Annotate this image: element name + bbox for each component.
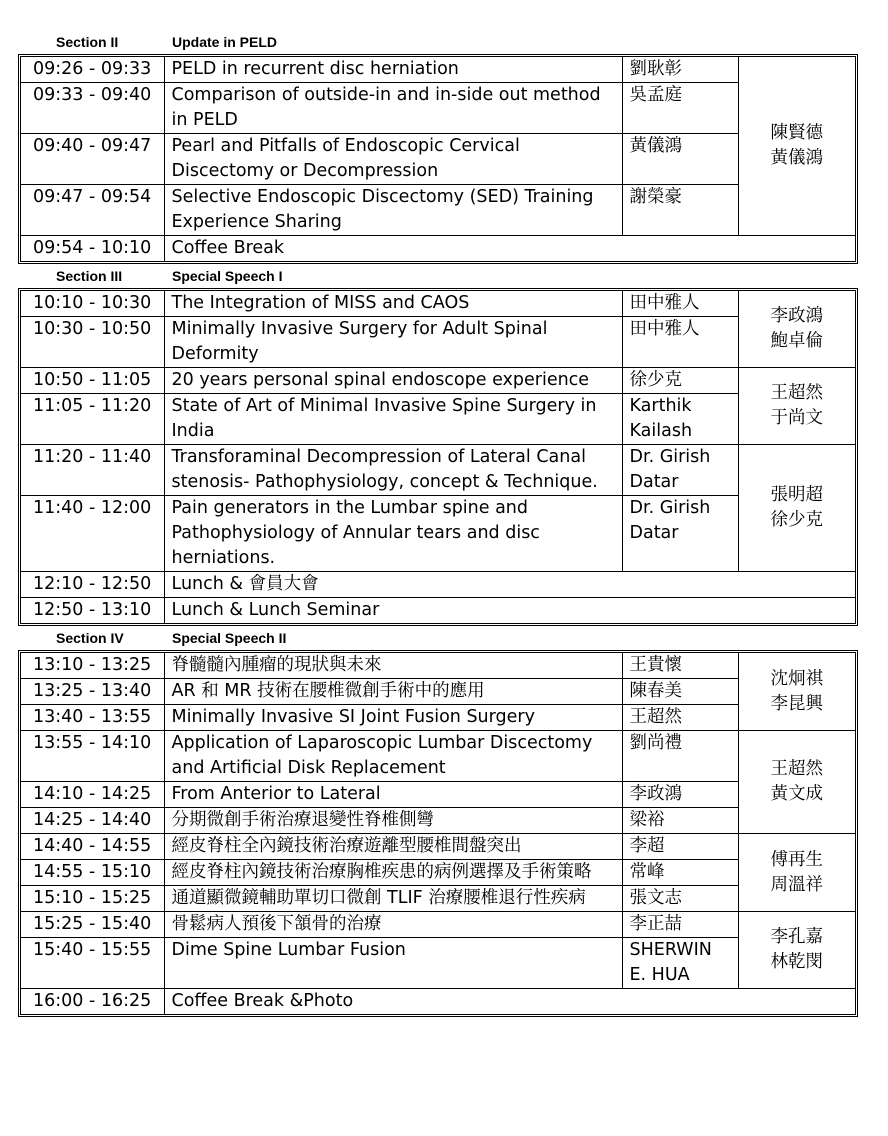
moderator-name: 張明超: [770, 485, 823, 505]
topic-cell: Comparison of outside-in and in-side out method in PELD: [164, 83, 622, 134]
speaker-cell: Dr. Girish Datar: [622, 496, 738, 572]
topic-cell: State of Art of Minimal Invasive Spine Surgery in India: [164, 394, 622, 445]
moderator-name: 王超然: [770, 383, 823, 403]
table-row: [21, 860, 855, 886]
time-cell: 09:33 - 09:40: [21, 83, 164, 134]
speaker-cell: 李正喆: [622, 912, 738, 938]
speaker-cell: 吳孟庭: [622, 83, 738, 134]
moderator-cell: [738, 368, 855, 445]
moderator-name: 王超然: [770, 759, 823, 779]
table-row: [21, 886, 855, 912]
moderator-name: 黃儀鴻: [770, 148, 823, 168]
table-row: [21, 185, 855, 236]
section-label: Section IV: [56, 630, 124, 646]
speaker-cell: 謝榮豪: [622, 185, 738, 236]
topic-cell: Selective Endoscopic Discectomy (SED) Training Experience Sharing: [164, 185, 622, 236]
speaker-cell: 王超然: [622, 705, 738, 731]
time-cell: 13:55 - 14:10: [21, 731, 164, 782]
table-row: [21, 394, 855, 445]
time-cell: 09:47 - 09:54: [21, 185, 164, 236]
schedule-table: [18, 650, 858, 1017]
table-row: [21, 598, 855, 624]
schedule-page: [18, 30, 858, 1017]
table-row: [21, 679, 855, 705]
moderator-name: 李政鴻: [770, 306, 823, 326]
moderator-name: 周溫祥: [770, 874, 823, 895]
section-title: Update in PELD: [172, 34, 278, 50]
topic-cell: Transforaminal Decompression of Lateral Canal stenosis- Pathophysiology, concept & Technique.: [164, 445, 622, 496]
moderator-name: 陳賢德: [770, 123, 823, 143]
moderator-cell: [738, 912, 855, 989]
topic-cell: Application of Laparoscopic Lumbar Discectomy and Artificial Disk Replacement: [164, 731, 622, 782]
table-row: [21, 496, 855, 572]
moderator-name: 于尚文: [770, 408, 823, 428]
table-row: [21, 989, 855, 1015]
topic-cell: Dime Spine Lumbar Fusion: [164, 938, 622, 989]
speaker-cell: 田中雅人: [622, 291, 738, 317]
table-row: [21, 291, 855, 317]
time-cell: 15:10 - 15:25: [21, 886, 164, 912]
section-header: [18, 626, 858, 650]
topic-cell: 骨鬆病人預後下頷骨的治療: [164, 912, 622, 938]
topic-cell: Coffee Break: [164, 236, 855, 262]
time-cell: 12:10 - 12:50: [21, 572, 164, 598]
moderator-cell: [738, 731, 855, 834]
table-row: [21, 236, 855, 262]
time-cell: 14:55 - 15:10: [21, 860, 164, 886]
moderator-cell: [738, 445, 855, 572]
moderator-name: 徐少克: [770, 510, 823, 530]
table-row: [21, 83, 855, 134]
time-cell: 12:50 - 13:10: [21, 598, 164, 624]
speaker-cell: 王貴懷: [622, 653, 738, 679]
time-cell: 14:10 - 14:25: [21, 782, 164, 808]
topic-cell: 分期微創手術治療退變性脊椎側彎: [164, 808, 622, 834]
topic-cell: PELD in recurrent disc herniation: [164, 57, 622, 83]
topic-cell: Minimally Invasive Surgery for Adult Spinal Deformity: [164, 317, 622, 368]
section-label: Section III: [56, 268, 123, 284]
topic-cell: The Integration of MISS and CAOS: [164, 291, 622, 317]
speaker-cell: 田中雅人: [622, 317, 738, 368]
table-row: [21, 134, 855, 185]
section-title: Special Speech II: [172, 630, 287, 646]
section-title: Special Speech I: [172, 268, 283, 284]
speaker-cell: 劉尚禮: [622, 731, 738, 782]
table-row: [21, 317, 855, 368]
time-cell: 10:10 - 10:30: [21, 291, 164, 317]
topic-cell: Pain generators in the Lumbar spine and Pathophysiology of Annular tears and disc herniations.: [164, 496, 622, 572]
topic-cell: AR 和 MR 技術在腰椎微創手術中的應用: [164, 679, 622, 705]
speaker-cell: 張文志: [622, 886, 738, 912]
table-row: [21, 834, 855, 860]
speaker-cell: 梁裕: [622, 808, 738, 834]
topic-cell: From Anterior to Lateral: [164, 782, 622, 808]
time-cell: 14:40 - 14:55: [21, 834, 164, 860]
speaker-cell: Dr. Girish Datar: [622, 445, 738, 496]
time-cell: 10:50 - 11:05: [21, 368, 164, 394]
section-header: [18, 264, 858, 288]
time-cell: 13:40 - 13:55: [21, 705, 164, 731]
moderator-name: 林乾閔: [770, 952, 823, 972]
speaker-cell: 李超: [622, 834, 738, 860]
moderator-cell: [738, 291, 855, 368]
table-row: [21, 938, 855, 989]
table-row: [21, 731, 855, 782]
moderator-name: 沈炯祺: [770, 668, 823, 689]
topic-cell: Lunch & Lunch Seminar: [164, 598, 855, 624]
table-row: [21, 445, 855, 496]
table-row: [21, 653, 855, 679]
topic-cell: Lunch & 會員大會: [164, 572, 855, 598]
moderator-cell: [738, 653, 855, 731]
time-cell: 11:20 - 11:40: [21, 445, 164, 496]
time-cell: 16:00 - 16:25: [21, 989, 164, 1015]
topic-cell: 脊髓髓內腫瘤的現狀與未來: [164, 653, 622, 679]
time-cell: 10:30 - 10:50: [21, 317, 164, 368]
topic-cell: Pearl and Pitfalls of Endoscopic Cervical Discectomy or Decompression: [164, 134, 622, 185]
speaker-cell: 常峰: [622, 860, 738, 886]
speaker-cell: 李政鴻: [622, 782, 738, 808]
speaker-cell: SHERWIN E. HUA: [622, 938, 738, 989]
topic-cell: 20 years personal spinal endoscope experience: [164, 368, 622, 394]
moderator-name: 傅再生: [770, 849, 823, 870]
table-row: [21, 782, 855, 808]
topic-cell: 通道顯微鏡輔助單切口微創 TLIF 治療腰椎退行性疾病: [164, 886, 622, 912]
table-row: [21, 808, 855, 834]
schedule-table: [18, 288, 858, 626]
section-label: Section II: [56, 34, 119, 50]
table-row: [21, 705, 855, 731]
topic-cell: Minimally Invasive SI Joint Fusion Surgery: [164, 705, 622, 731]
moderator-name: 鮑卓倫: [770, 331, 823, 351]
topic-cell: 經皮脊柱內鏡技術治療胸椎疾患的病例選擇及手術策略: [164, 860, 622, 886]
speaker-cell: 徐少克: [622, 368, 738, 394]
schedule-table: [18, 54, 858, 264]
table-row: [21, 57, 855, 83]
time-cell: 11:40 - 12:00: [21, 496, 164, 572]
time-cell: 13:25 - 13:40: [21, 679, 164, 705]
table-row: [21, 572, 855, 598]
moderator-cell: [738, 57, 855, 236]
moderator-name: 李孔嘉: [770, 927, 823, 947]
moderator-name: 李昆興: [770, 693, 823, 714]
topic-cell: 經皮脊柱全內鏡技術治療遊離型腰椎間盤突出: [164, 834, 622, 860]
time-cell: 15:25 - 15:40: [21, 912, 164, 938]
time-cell: 15:40 - 15:55: [21, 938, 164, 989]
time-cell: 13:10 - 13:25: [21, 653, 164, 679]
speaker-cell: 黃儀鴻: [622, 134, 738, 185]
time-cell: 14:25 - 14:40: [21, 808, 164, 834]
section-header: [18, 30, 858, 54]
speaker-cell: Karthik Kailash: [622, 394, 738, 445]
table-row: [21, 912, 855, 938]
speaker-cell: 陳春美: [622, 679, 738, 705]
time-cell: 11:05 - 11:20: [21, 394, 164, 445]
time-cell: 09:40 - 09:47: [21, 134, 164, 185]
moderator-name: 黃文成: [770, 784, 823, 804]
moderator-cell: [738, 834, 855, 912]
topic-cell: Coffee Break &Photo: [164, 989, 855, 1015]
time-cell: 09:54 - 10:10: [21, 236, 164, 262]
speaker-cell: 劉耿彰: [622, 57, 738, 83]
time-cell: 09:26 - 09:33: [21, 57, 164, 83]
table-row: [21, 368, 855, 394]
